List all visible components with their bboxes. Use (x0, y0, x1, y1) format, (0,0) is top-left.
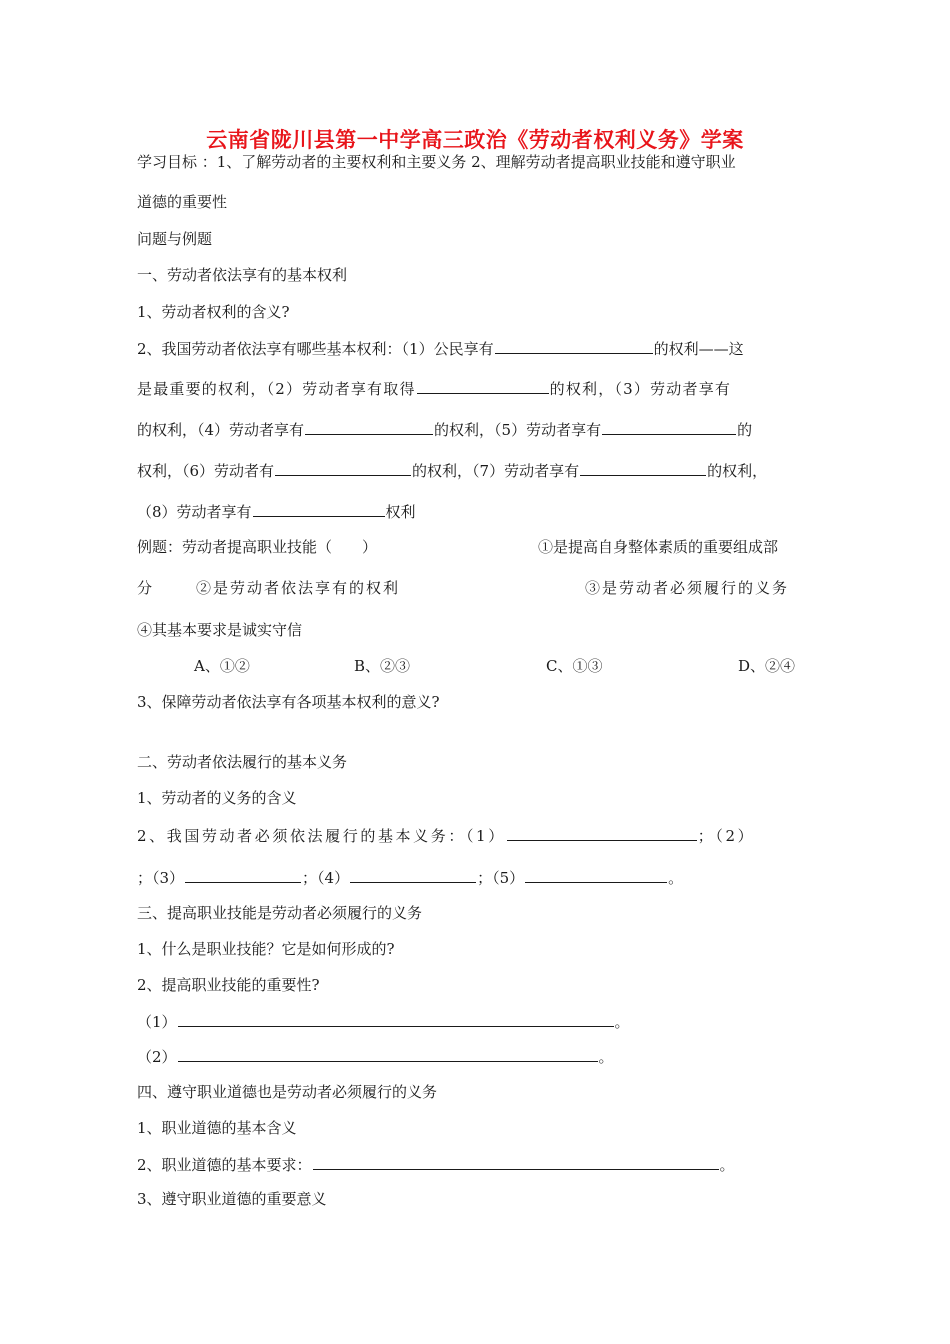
s1-question-3: 3、保障劳动者依法享有各项基本权利的意义? (137, 693, 440, 711)
s1-question-2-line-4 (137, 460, 767, 481)
s4-question-3: 3、遵守职业道德的重要意义 (137, 1190, 327, 1208)
blank-field[interactable] (178, 1046, 598, 1062)
section-label: 问题与例题 (137, 230, 213, 248)
s2-q2-text-a: 2、我国劳动者必须依法履行的基本义务：（1） (137, 827, 506, 845)
s1-question-1: 1、劳动者权利的含义? (137, 303, 290, 321)
blank-field[interactable] (602, 419, 736, 435)
s1-question-2-line-2 (137, 378, 731, 399)
blank-field[interactable] (417, 378, 549, 394)
s3-item-1-label: （1） (137, 1013, 177, 1031)
s1-question-2-line-5 (137, 501, 416, 522)
blank-field[interactable] (253, 501, 385, 517)
s2-q2-text-e: ；（5） (477, 869, 525, 887)
blank-field[interactable] (580, 460, 706, 476)
s1-question-2-line-3 (137, 419, 752, 440)
s1-q2-text-g: 的 (737, 421, 753, 439)
document-title: 云南省陇川县第一中学高三政治《劳动者权利义务》学案 (206, 127, 744, 152)
s1-q2-text-k: （8）劳动者享有 (137, 503, 252, 521)
s1-q2-text-c: 是最重要的权利，（2）劳动者享有取得 (137, 380, 416, 398)
section-1-heading: 一、劳动者依法享有的基本权利 (137, 266, 348, 284)
example-stem: 例题：劳动者提高职业技能（ ） (137, 538, 378, 556)
s1-q2-text-i: 的权利，（7）劳动者享有 (412, 462, 580, 480)
blank-field[interactable] (313, 1154, 719, 1170)
example-option-1a: ①是提高自身整体素质的重要组成部 (538, 538, 779, 556)
s1-question-2-line-1 (137, 338, 744, 359)
blank-field[interactable] (305, 419, 433, 435)
s3-question-2: 2、提高职业技能的重要性? (137, 976, 320, 994)
s3-item-1-end: 。 (614, 1013, 630, 1031)
s1-q2-text-b: 的权利——这 (653, 340, 744, 358)
blank-field[interactable] (495, 338, 653, 354)
s1-q2-text-f: 的权利，（5）劳动者享有 (434, 421, 602, 439)
choice-b[interactable]: B、②③ (354, 657, 411, 675)
s1-q2-text-d: 的权利，（3）劳动者享有 (549, 380, 732, 398)
section-2-heading: 二、劳动者依法履行的基本义务 (137, 753, 348, 771)
s3-item-2-end: 。 (598, 1048, 614, 1066)
s3-item-1 (137, 1011, 630, 1032)
s3-item-2 (137, 1046, 614, 1067)
section-3-heading: 三、提高职业技能是劳动者必须履行的义务 (137, 904, 423, 922)
objectives-line-2: 道德的重要性 (137, 193, 228, 211)
s1-q2-text-e: 的权利，（4）劳动者享有 (137, 421, 305, 439)
s3-item-2-label: （2） (137, 1048, 177, 1066)
example-option-1b: 分 (137, 579, 153, 597)
s2-question-2-line-1 (137, 825, 755, 846)
s4-question-2 (137, 1154, 735, 1175)
choice-c[interactable]: C、①③ (546, 657, 603, 675)
s4-question-1: 1、职业道德的基本含义 (137, 1119, 297, 1137)
choice-d[interactable]: D、②④ (738, 657, 796, 675)
example-option-4: ④其基本要求是诚实守信 (137, 621, 303, 639)
s2-q2-text-c: ；（3） (137, 869, 185, 887)
s3-question-1: 1、什么是职业技能？它是如何形成的? (137, 940, 395, 958)
choice-a[interactable]: A、①② (194, 657, 250, 675)
blank-field[interactable] (525, 867, 667, 883)
s2-question-2-line-2 (137, 867, 683, 888)
s4-q2-text: 2、职业道德的基本要求： (137, 1156, 312, 1174)
blank-field[interactable] (275, 460, 411, 476)
section-4-heading: 四、遵守职业道德也是劳动者必须履行的义务 (137, 1083, 438, 1101)
s1-q2-text-h: 权利，（6）劳动者有 (137, 462, 275, 480)
blank-field[interactable] (350, 867, 476, 883)
s1-q2-text-l: 权利 (385, 503, 416, 521)
s2-q2-text-d: ；（4） (302, 869, 350, 887)
s1-q2-text-j: 的权利， (707, 462, 768, 480)
blank-field[interactable] (178, 1011, 614, 1027)
example-option-3: ③是劳动者必须履行的义务 (585, 579, 790, 597)
example-option-2: ②是劳动者依法享有的权利 (196, 579, 401, 597)
s2-q2-text-b: ；（2） (697, 827, 756, 845)
blank-field[interactable] (185, 867, 301, 883)
s4-q2-end: 。 (719, 1156, 735, 1174)
objectives-line-1: 学习目标 ：1、了解劳动者的主要权利和主要义务 2、理解劳动者提高职业技能和遵守职业 (137, 153, 736, 171)
s1-q2-text-a: 2、我国劳动者依法享有哪些基本权利：（1）公民享有 (137, 340, 494, 358)
s2-q2-text-f: 。 (668, 869, 684, 887)
blank-field[interactable] (507, 825, 697, 841)
s2-question-1: 1、劳动者的义务的含义 (137, 789, 297, 807)
